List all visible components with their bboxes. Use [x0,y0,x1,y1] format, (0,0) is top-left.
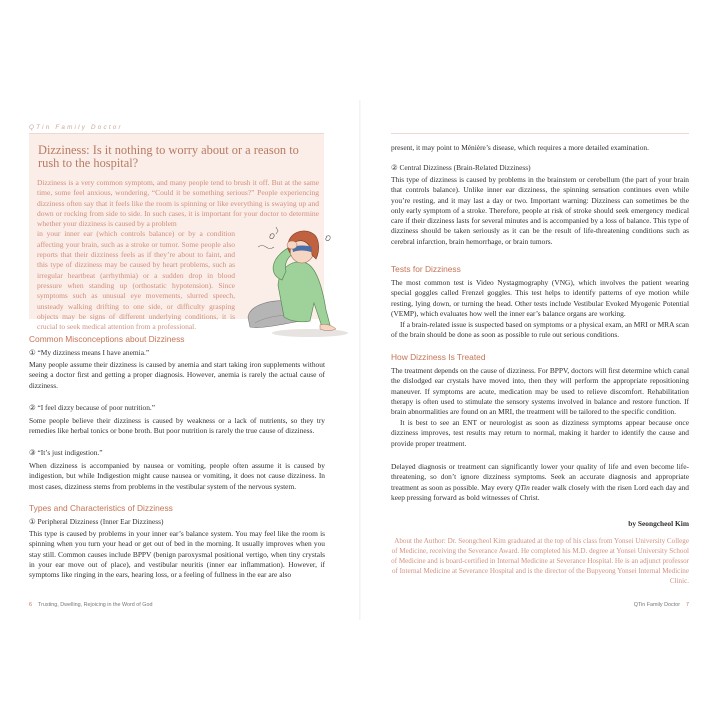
treatment-p1: The treatment depends on the cause of dizziness. For BPPV, doctors will first determine which canal the dislodged ear crystals have moved into, then they will perform the appropriate repositioning maneuver. If symptoms are acute, medication may be used to relieve discomfort. Rehabilitation therapy is often used to stimulate the sensory systems involved in balance and restore function. If brain abnormalities are found on an MRI, the treatment will be tailored to the specific condition. [391,366,689,417]
peripheral-title: ① Peripheral Dizziness (Inner Ear Dizziness) [29,517,164,526]
treatment-p2: It is best to see an ENT or neurologist as soon as dizziness symptoms appear because once dizziness improves, test results may return to normal, making it harder to identify the cause and provide proper treatment. [391,418,689,448]
tests-p2: If a brain-related issue is suspected based on symptoms or a physical exam, an MRI or MRA scan of the brain should be done as soon as possible to rule out serious conditions. [391,320,689,340]
top-rule [391,133,689,134]
page-number: 6 [29,602,32,608]
page-footer [634,602,689,608]
intro-text-narrow: in your inner ear (which controls balance) or by a condition affecting your brain, such as a stroke or tumor. Some people also reports that their dizziness feels as if they’re about to faint, and this type of dizziness may be caused by heart problems, such as irregular heartbeat (arrhythmia) or a sudden drop in blood pressure when standing up (orthostatic hypotension). Since symptoms such as unusual eye movements, slurred speech, unsteady walking drifting to one side, or difficulty grasping objects may be signs of different underlying conditions, it is crucial to seek medical attention from a professional. [37,229,235,332]
hand [320,324,336,330]
intro-text-wide: Dizziness is a very common symptom, and many people tend to brush it off. But at the same time, some feel anxious, wondering, “Could it be something serious?” People experiencing dizziness often say that it feels like the room is spinning or like everything is swaying up and down or rocking from side to side. In such cases, it is important for your doctor to determine whether your dizziness is caused by a problem [37,178,319,229]
footer-text: Trusting, Dwelling, Rejoicing in the Word of God [38,602,153,608]
central-title: ② Central Dizziness (Brain-Related Dizziness) [391,163,531,172]
misconception-3-text: When dizziness is accompanied by nausea or vomiting, people often assume it is caused by indigestion, but while Indigestion might cause nausea or vomiting, it does not cause dizziness. In most cases, dizziness stems from problems in the vestibular system of the nervous system. [29,461,325,491]
swirl-icon [270,234,275,239]
treatment-p3-end: reader walk closely with the risen Lord each day and keep pressing forward as bold witnesses of Christ. [391,482,689,502]
continued-text: present, it may point to Ménière’s disease, which requires a more detailed examination. [391,143,649,152]
treatment-p3-start: Delayed diagnosis or treatment can significantly lower your quality of life and even become life-threatening, so don’t ignore dizziness symptoms. Seek an accurate diagnosis and appropriate treatment as soon as possible. May every [391,462,689,492]
page-footer [29,602,152,608]
qtin-italic: QTin [514,482,530,492]
types-heading: Types and Characteristics of Dizziness [29,503,173,513]
byline: by Seongcheol Kim [628,519,689,528]
page-number: 7 [686,602,689,608]
shadow [272,329,348,337]
peripheral-text: This type is caused by problems in your inner ear’s balance system. You may feel like the room is spinning when you turn your head or get out of bed in the morning. It usually improves when you stay still. Common causes include BPPV (benign paroxysmal positional vertigo, when tiny crystals in your ear move out of place), and vestibular neuritis (inner ear inflammation). However, if symptoms like ringing in the ears, hearing loss, or a feeling of fullness in the ear are also [29,529,325,580]
running-head: QTin Family Doctor [29,124,123,131]
misconception-2-text: Some people believe their dizziness is caused by weakness or a lack of nutrients, so they try remedies like herbal tonics or bone broth. But poor nutrition is rarely the true cause of dizziness. [29,416,325,436]
misconception-1-title: ① “My dizziness means I have anemia.” [29,348,150,357]
swirl-icon [326,236,331,241]
right-page [360,0,720,720]
tests-p1: The most common test is Video Nystagmography (VNG), which involves the patient wearing special goggles called Frenzel goggles. This test helps to identify patterns of eye motion while resting, lying down, or turning the head. Other tests include Vestibular Evoked Myogenic Potential (VEMP), which evaluates how well the inner ear’s balance organs are working. [391,278,689,318]
dizzy-woman-illustration [240,225,355,340]
about-author: About the Author: Dr. Seongcheol Kim graduated at the top of his class from Yonsei University College of Medicine, receiving the Severance Award. He completed his M.D. degree at Yonsei University School of Medicine and is board-certified in Internal Medicine at Severance Hospital. He is an adjunct professor of Internal Medicine at Severance Hospital and is the director of the Bupyeong Yonsei Internal Medicine Clinic. [391,537,689,586]
footer-text: QTin Family Doctor [633,602,680,608]
tests-heading: Tests for Dizziness [391,264,461,274]
misconceptions-heading: Common Misconceptions about Dizziness [29,334,185,344]
article-title: Dizziness: Is it nothing to worry about or a reason to rush to the hospital? [38,143,299,171]
central-text: This type of dizziness is caused by problems in the brainstem or cerebellum (the part of your brain that controls balance). Unlike inner ear dizziness, the spinning sensation continues even while you’re resting, and it may last a day or two. Important warning: Dizziness can sometimes be the only early symptom of a stroke. Therefore, people at risk of stroke should seek emergency medical care if their dizziness lasts for several minutes and is accompanied by a loss of balance. This type of dizziness should be taken seriously as it can be the result of life-threatening conditions such as cerebral infarction, brain hemorrhage, or brain tumors. [391,175,689,246]
misconception-1-text: Many people assume their dizziness is caused by anemia and start taking iron supplements without seeing a doctor first and getting a proper diagnosis. However, anemia is rarely the actual cause of dizziness. [29,360,325,390]
treatment-heading: How Dizziness Is Treated [391,352,486,362]
treatment-p3 [391,462,689,503]
misconception-3-title: ③ “It’s just indigestion.” [29,448,103,457]
misconception-2-title: ② “I feel dizzy because of poor nutrition.” [29,403,156,412]
